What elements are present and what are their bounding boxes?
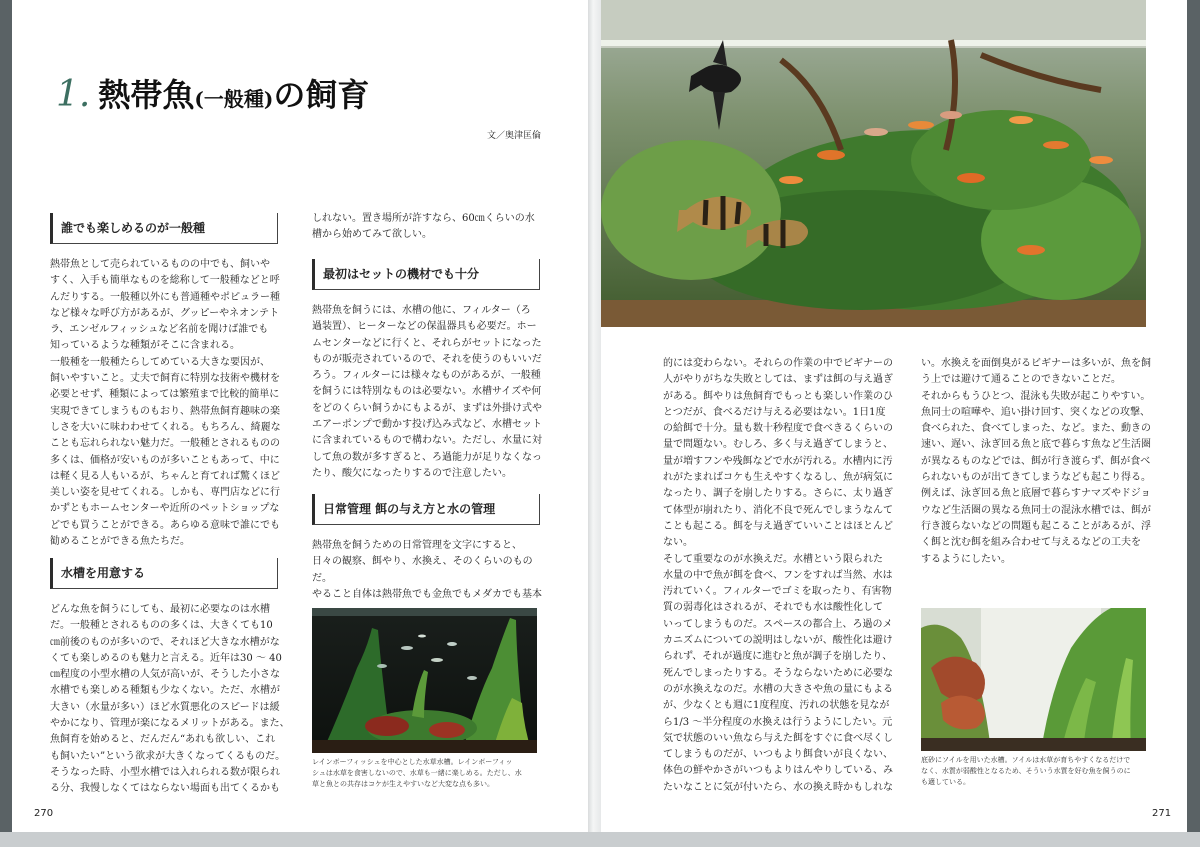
bottom-band (0, 832, 1200, 847)
section-heading-2: 水槽を用意する (50, 558, 278, 589)
caption-photo-1: レインボーフィッシュを中心とした水草水槽。レインボーフィッ シュは水草を食害しないので、水草も一緒に楽しめる。ただし、水 草と魚との共存はコケが生えやすいなど大変な点も多い。 (312, 758, 522, 788)
page-number-right: 271 (1152, 808, 1172, 819)
page-title (56, 70, 369, 116)
soil-aquarium-photo (921, 608, 1146, 751)
rainbowfish-aquarium-photo (312, 608, 537, 753)
right-page (601, 0, 1187, 847)
title-paren: (一般種) (194, 87, 274, 111)
column-1-text-b: どんな魚を飼うにしても、最初に必要なのは水槽 だ。一般種とされるものの多くは、大きくても10 ㎝前後のものが多いので、それほど大きな水槽がな くても楽しめるのも魅力と言える。近年は30 ～ 40 ㎝程度の小型水槽の人気が高いが、そうした小さな 水槽でも楽しめる種類も少なくない。ただ、水槽が 大きい（水量が多い）ほど水質悪化のスピードは緩 やかになり、管理が楽になるメリットがある。また、 魚飼育を始めると、だんだん“あれも欲しい、これ も飼いたい”という欲求が大きくなってくるものだ。 そうなった時、小型水槽では入れられる数が限られ る分、我慢しなくてはならない場面も出てくるかも (50, 604, 290, 795)
column-3-text: 的には変わらない。それらの作業の中でビギナーの 人がやりがちな失敗としては、まずは餌の与え過ぎ がある。餌やりは魚飼育でもっとも楽しい作業のひ とつだが、食べるだけ与える必要はない。1日1度 の給餌で十分。量も数十秒程度で食べきるくらいの 量で問題ない。むしろ、多く与え過ぎてしまうと、 量が増すフンや残餌などで水が汚れる。水槽内に汚 れがたまればコケも生えやすくなるし、魚が病気に なったり、調子を崩したりする。さらに、太り過ぎ て体型が崩れたり、消化不良で死んでしまうなんて ことも起こる。餌を与え過ぎていいことはほとんど ない。 そして重要なのが水換えだ。水槽という限られた 水量の中で魚が餌を食べ、フンをすれば当然、水は 汚れていく。フィルターでゴミを取ったり、有害物 質の弱毒化はされるが、それでも水は酸性化して いってしまうものだ。スペースの都合上、ろ過のメ カニズムについての説明はしないが、酸性化は避け られず、それが過度に進むと魚が調子を崩したり、 死んでしまったりする。そうならないために必要な のが水換えなのだ。水槽の大きさや魚の量にもよる が、少なくとも週に1度程度、汚れの状態を見なが ら1/3 ～半分程度の水換えは行うようにしたい。元 気で状態のいい魚なら与えた餌をすぐに食べ尽くし てしまうものだが、いつもより餌食いが良くない、 体色の鮮やかさがいつもよりはんやりしている、み たいなことに気が付いたら、水の換え時かもしれな (663, 358, 893, 793)
caption-photo-2: 底砂にソイルを用いた水槽。ソイルは水草が育ちやすくなるだけで なく、水質が弱酸性となるため、そういう水質を好む魚を飼うのに も適している。 (921, 756, 1131, 786)
section-heading-3: 最初はセットの機材でも十分 (312, 259, 540, 290)
column-2-text-b: 熱帯魚を飼うには、水槽の他に、フィルター（ろ 過装置）、ヒーターなどの保温器具も必要だ。ホー ムセンターなどに行くと、それらがセットになった ものが販売されているので、それを使うのもいいだ ろう。フィルターには様々なものがあるが、一般種 を飼うには特別なものは必要ない。水槽サイズや何 をどのくらい飼うかにもよるが、まずは外掛け式や エアーポンプで動かす投げ込み式など、水槽セット に含まれているもので構わない。ただし、水量に対 して魚の数が多すぎると、ろ過能力が足りなくなっ たり、酸欠になったりするので注意したい。 (312, 305, 542, 479)
column-2-text-c: 熱帯魚を飼うための日常管理を文字にすると、 日々の観察、餌やり、水換え、そのくらいのものだ。 やること自体は熱帯魚でも金魚でもメダカでも基本 (312, 540, 542, 600)
angelfish-aquarium-photo (601, 0, 1146, 327)
spine-gutter (588, 0, 601, 847)
left-page (12, 0, 588, 847)
section-heading-4: 日常管理 餌の与え方と水の管理 (312, 494, 540, 525)
title-main: 熱帯魚 (98, 76, 195, 114)
section-heading-1: 誰でも楽しめるのが一般種 (50, 213, 278, 244)
column-4-text: い。水換えを面倒臭がるビギナーは多いが、魚を飼 う上では避けて通ることのできないことだ。 それからもうひとつ、混泳も失敗が起こりやすい。 魚同士の喧嘩や、追い掛け回す、突くなどの攻撃、 食べられた、食べてしまった、など。また、動きの 速い、遅い、泳ぎ回る魚と底で暮らす魚など生活圏 が異なるものなどでは、餌が行き渡らず、餌が食べ られないものが出てきてしまうなども起こり得る。 例えば、泳ぎ回る魚と底層で暮らすナマズやドジョ ウなど生活圏の異なる魚同士の混泳水槽では、餌が 行き渡らないなどの問題も起こることがあるが、浮 く餌と沈む餌を組み合わせて与えるなどの工夫を するようにしたい。 (921, 358, 1151, 565)
column-2-text-a: しれない。置き場所が許すなら、60㎝くらいの水 槽から始めてみて欲しい。 (312, 213, 535, 241)
author-credit: 文／奥津匡倫 (487, 131, 542, 141)
column-1-text-a: 熱帯魚として売られているものの中でも、飼いや すく、入手も簡単なものを総称して一般種などと呼 んだりする。一般種以外にも普通種やポピュラー種 など様々な呼び方があるが、グッピーやネオンテト ラ、エンゼルフィッシュなど名前を聞けば誰でも 知っているような種類がそこに含まれる。 一般種を一般種たらしてめている大きな要因が、 飼いやすいこと。丈夫で飼育に特別な技術や機材を 必要とせず、種類によっては繁殖まで比較的簡単に 実現できてしまうものもおり、熱帯魚飼育趣味の楽 しさを大いに味わわせてくれる。もちろん、綺麗な ことも忘れられない魅力だ。一般種とされるものの 多くは、価格が安いものが多いこともあって、中に は軽く見る人もいるが、ちゃんと育てれば驚くほど 美しい姿を見せてくれる。しかも、専門店などに行 かずともホームセンターや近所のペットショップな どでも買うことができる。あらゆる意味で誰にでも 勧めることができる魚たちだ。 (50, 259, 281, 548)
title-number: 1. (56, 74, 91, 115)
page-number-left: 270 (34, 808, 54, 819)
title-suffix: の飼育 (273, 76, 370, 114)
